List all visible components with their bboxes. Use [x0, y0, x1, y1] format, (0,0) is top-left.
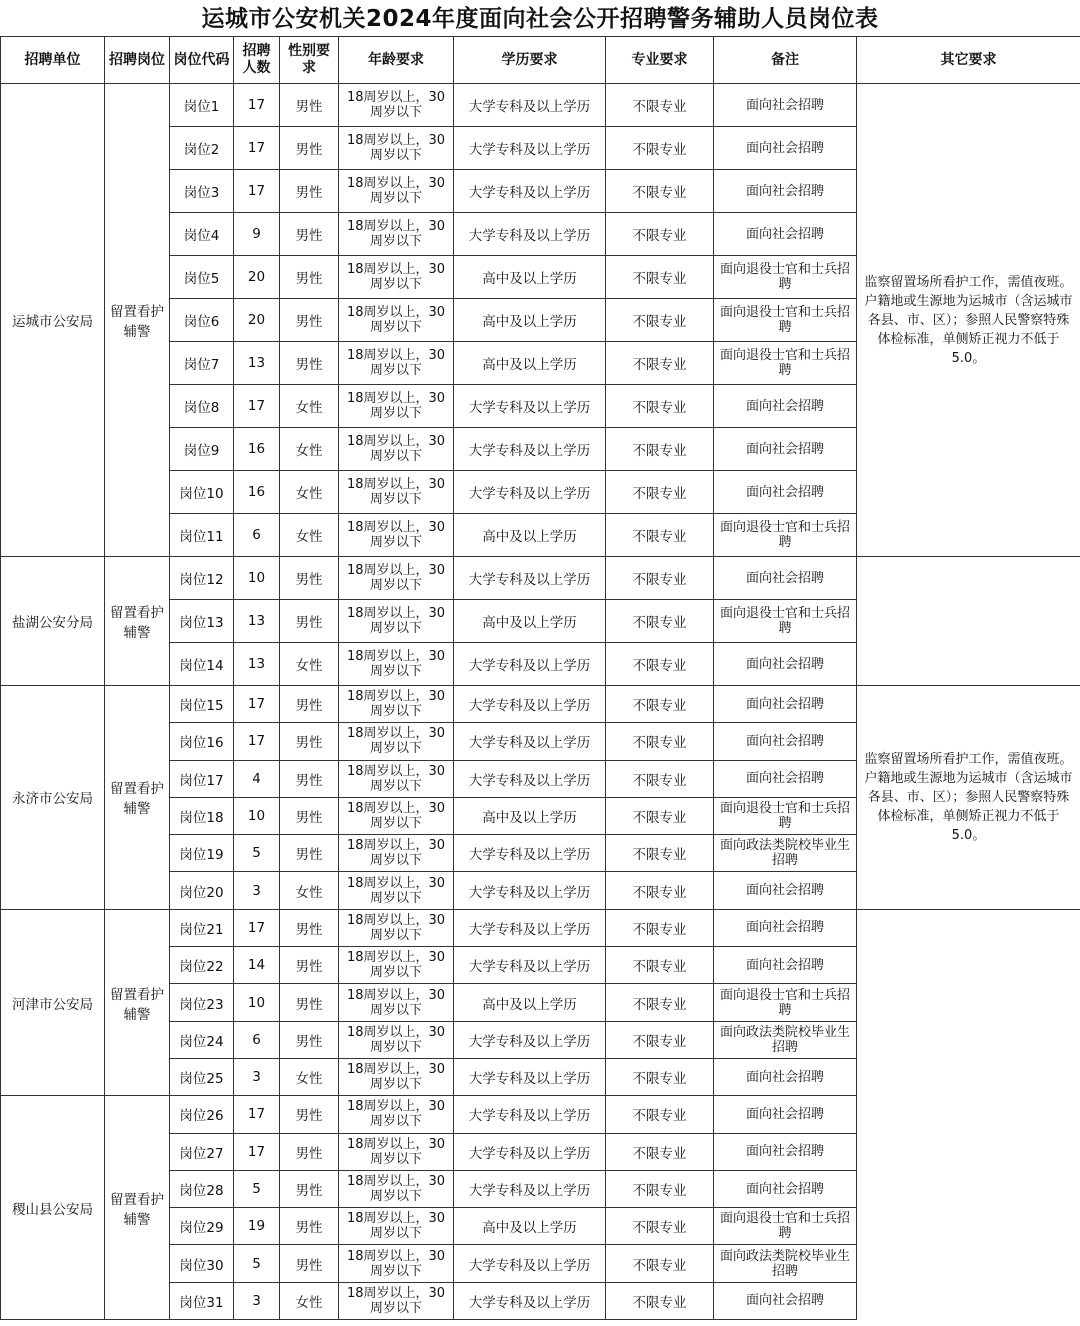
- major-cell: 不限专业: [606, 1208, 714, 1245]
- group-yuncheng: [1, 84, 1080, 557]
- code-cell: 岗位4: [170, 213, 234, 256]
- edu-cell: 高中及以上学历: [454, 1208, 606, 1245]
- header-other: 其它要求: [857, 37, 1080, 84]
- edu-cell: 大学专科及以上学历: [454, 557, 606, 600]
- gender-cell: 男性: [280, 947, 339, 984]
- major-cell: 不限专业: [606, 1096, 714, 1133]
- remark-cell: 面向政法类院校毕业生招聘: [714, 1245, 857, 1282]
- major-cell: 不限专业: [606, 1282, 714, 1319]
- gender-cell: 男性: [280, 1096, 339, 1133]
- remark-cell: 面向社会招聘: [714, 1096, 857, 1133]
- age-cell: 18周岁以上，30周岁以下: [339, 514, 454, 557]
- edu-cell: 大学专科及以上学历: [454, 1170, 606, 1207]
- table-row: [1, 557, 1080, 600]
- edu-cell: 高中及以上学历: [454, 342, 606, 385]
- remark-cell: 面向社会招聘: [714, 909, 857, 946]
- code-cell: 岗位24: [170, 1021, 234, 1058]
- code-cell: 岗位26: [170, 1096, 234, 1133]
- num-cell: 13: [234, 600, 280, 643]
- major-cell: 不限专业: [606, 947, 714, 984]
- remark-cell: 面向社会招聘: [714, 428, 857, 471]
- gender-cell: 男性: [280, 213, 339, 256]
- gender-cell: 男性: [280, 256, 339, 299]
- recruitment-table: [0, 36, 1080, 1320]
- header-remark: 备注: [714, 37, 857, 84]
- group-yongji: [1, 686, 1080, 910]
- major-cell: 不限专业: [606, 84, 714, 127]
- unit-cell: 永济市公安局: [1, 686, 105, 910]
- major-cell: 不限专业: [606, 514, 714, 557]
- age-cell: 18周岁以上，30周岁以下: [339, 170, 454, 213]
- gender-cell: 男性: [280, 299, 339, 342]
- age-cell: 18周岁以上，30周岁以下: [339, 1133, 454, 1170]
- num-cell: 10: [234, 797, 280, 834]
- age-cell: 18周岁以上，30周岁以下: [339, 1282, 454, 1319]
- remark-cell: 面向社会招聘: [714, 170, 857, 213]
- unit-cell: 运城市公安局: [1, 84, 105, 557]
- remark-cell: 面向退役士官和士兵招聘: [714, 299, 857, 342]
- gender-cell: 男性: [280, 1133, 339, 1170]
- header-num: 招聘人数: [234, 37, 280, 84]
- major-cell: 不限专业: [606, 428, 714, 471]
- num-cell: 6: [234, 1021, 280, 1058]
- post-cell: 留置看护辅警: [105, 686, 170, 910]
- age-cell: 18周岁以上，30周岁以下: [339, 342, 454, 385]
- num-cell: 17: [234, 127, 280, 170]
- gender-cell: 男性: [280, 1208, 339, 1245]
- num-cell: 13: [234, 643, 280, 686]
- num-cell: 17: [234, 686, 280, 723]
- edu-cell: 大学专科及以上学历: [454, 471, 606, 514]
- code-cell: 岗位18: [170, 797, 234, 834]
- remark-cell: 面向社会招聘: [714, 213, 857, 256]
- num-cell: 20: [234, 299, 280, 342]
- num-cell: 16: [234, 428, 280, 471]
- page-title: 运城市公安机关2024年度面向社会公开招聘警务辅助人员岗位表: [201, 6, 879, 32]
- major-cell: 不限专业: [606, 1021, 714, 1058]
- major-cell: 不限专业: [606, 170, 714, 213]
- other-requirements-cell: 监察留置场所看护工作，需值夜班。户籍地或生源地为运城市（含运城市各县、市、区）；参照人民警察特殊体检标准，单侧矫正视力不低于5.0。: [857, 84, 1080, 557]
- gender-cell: 男性: [280, 600, 339, 643]
- edu-cell: 大学专科及以上学历: [454, 1058, 606, 1095]
- edu-cell: 高中及以上学历: [454, 600, 606, 643]
- edu-cell: 大学专科及以上学历: [454, 1282, 606, 1319]
- remark-cell: 面向社会招聘: [714, 127, 857, 170]
- age-cell: 18周岁以上，30周岁以下: [339, 1058, 454, 1095]
- gender-cell: 男性: [280, 84, 339, 127]
- header-major: 专业要求: [606, 37, 714, 84]
- code-cell: 岗位3: [170, 170, 234, 213]
- age-cell: 18周岁以上，30周岁以下: [339, 600, 454, 643]
- code-cell: 岗位28: [170, 1170, 234, 1207]
- age-cell: 18周岁以上，30周岁以下: [339, 835, 454, 872]
- age-cell: 18周岁以上，30周岁以下: [339, 1208, 454, 1245]
- code-cell: 岗位17: [170, 760, 234, 797]
- major-cell: 不限专业: [606, 835, 714, 872]
- code-cell: 岗位10: [170, 471, 234, 514]
- num-cell: 6: [234, 514, 280, 557]
- gender-cell: 男性: [280, 797, 339, 834]
- code-cell: 岗位6: [170, 299, 234, 342]
- code-cell: 岗位19: [170, 835, 234, 872]
- code-cell: 岗位8: [170, 385, 234, 428]
- edu-cell: 高中及以上学历: [454, 256, 606, 299]
- age-cell: 18周岁以上，30周岁以下: [339, 686, 454, 723]
- remark-cell: 面向社会招聘: [714, 947, 857, 984]
- num-cell: 13: [234, 342, 280, 385]
- header-code: 岗位代码: [170, 37, 234, 84]
- major-cell: 不限专业: [606, 760, 714, 797]
- gender-cell: 男性: [280, 342, 339, 385]
- major-cell: 不限专业: [606, 984, 714, 1021]
- post-cell: 留置看护辅警: [105, 557, 170, 686]
- age-cell: 18周岁以上，30周岁以下: [339, 797, 454, 834]
- major-cell: 不限专业: [606, 557, 714, 600]
- other-requirements-cell: 监察留置场所看护工作，需值夜班。户籍地或生源地为运城市（含运城市各县、市、区）；参照人民警察特殊体检标准，单侧矫正视力不低于5.0。: [857, 686, 1080, 910]
- post-cell: 留置看护辅警: [105, 909, 170, 1095]
- code-cell: 岗位12: [170, 557, 234, 600]
- edu-cell: 大学专科及以上学历: [454, 385, 606, 428]
- gender-cell: 男性: [280, 760, 339, 797]
- gender-cell: 男性: [280, 127, 339, 170]
- num-cell: 10: [234, 557, 280, 600]
- num-cell: 17: [234, 723, 280, 760]
- header-row: [1, 37, 1080, 84]
- major-cell: 不限专业: [606, 256, 714, 299]
- code-cell: 岗位2: [170, 127, 234, 170]
- age-cell: 18周岁以上，30周岁以下: [339, 557, 454, 600]
- num-cell: 3: [234, 872, 280, 909]
- remark-cell: 面向退役士官和士兵招聘: [714, 342, 857, 385]
- gender-cell: 男性: [280, 686, 339, 723]
- major-cell: 不限专业: [606, 1133, 714, 1170]
- remark-cell: 面向政法类院校毕业生招聘: [714, 835, 857, 872]
- edu-cell: 大学专科及以上学历: [454, 643, 606, 686]
- code-cell: 岗位27: [170, 1133, 234, 1170]
- code-cell: 岗位25: [170, 1058, 234, 1095]
- unit-cell: 稷山县公安局: [1, 1096, 105, 1320]
- num-cell: 5: [234, 1170, 280, 1207]
- age-cell: 18周岁以上，30周岁以下: [339, 256, 454, 299]
- post-cell: 留置看护辅警: [105, 84, 170, 557]
- remark-cell: 面向社会招聘: [714, 84, 857, 127]
- num-cell: 17: [234, 1096, 280, 1133]
- group-jishan: [1, 1096, 1080, 1320]
- edu-cell: 大学专科及以上学历: [454, 760, 606, 797]
- code-cell: 岗位11: [170, 514, 234, 557]
- age-cell: 18周岁以上，30周岁以下: [339, 760, 454, 797]
- table-row: [1, 909, 1080, 946]
- remark-cell: 面向退役士官和士兵招聘: [714, 600, 857, 643]
- major-cell: 不限专业: [606, 299, 714, 342]
- code-cell: 岗位22: [170, 947, 234, 984]
- code-cell: 岗位5: [170, 256, 234, 299]
- age-cell: 18周岁以上，30周岁以下: [339, 127, 454, 170]
- remark-cell: 面向社会招聘: [714, 872, 857, 909]
- num-cell: 17: [234, 1133, 280, 1170]
- age-cell: 18周岁以上，30周岁以下: [339, 1245, 454, 1282]
- num-cell: 17: [234, 909, 280, 946]
- remark-cell: 面向社会招聘: [714, 760, 857, 797]
- code-cell: 岗位13: [170, 600, 234, 643]
- gender-cell: 男性: [280, 835, 339, 872]
- edu-cell: 大学专科及以上学历: [454, 909, 606, 946]
- group-hejin: [1, 909, 1080, 1095]
- edu-cell: 大学专科及以上学历: [454, 835, 606, 872]
- age-cell: 18周岁以上，30周岁以下: [339, 723, 454, 760]
- num-cell: 3: [234, 1282, 280, 1319]
- remark-cell: 面向社会招聘: [714, 1133, 857, 1170]
- edu-cell: 大学专科及以上学历: [454, 872, 606, 909]
- code-cell: 岗位1: [170, 84, 234, 127]
- code-cell: 岗位30: [170, 1245, 234, 1282]
- header-age: 年龄要求: [339, 37, 454, 84]
- num-cell: 17: [234, 385, 280, 428]
- gender-cell: 女性: [280, 1058, 339, 1095]
- num-cell: 17: [234, 170, 280, 213]
- edu-cell: 大学专科及以上学历: [454, 686, 606, 723]
- age-cell: 18周岁以上，30周岁以下: [339, 1021, 454, 1058]
- code-cell: 岗位9: [170, 428, 234, 471]
- edu-cell: 高中及以上学历: [454, 514, 606, 557]
- edu-cell: 大学专科及以上学历: [454, 947, 606, 984]
- remark-cell: 面向退役士官和士兵招聘: [714, 256, 857, 299]
- code-cell: 岗位7: [170, 342, 234, 385]
- remark-cell: 面向社会招聘: [714, 723, 857, 760]
- edu-cell: 大学专科及以上学历: [454, 84, 606, 127]
- edu-cell: 高中及以上学历: [454, 797, 606, 834]
- age-cell: 18周岁以上，30周岁以下: [339, 643, 454, 686]
- remark-cell: 面向退役士官和士兵招聘: [714, 514, 857, 557]
- header-post: 招聘岗位: [105, 37, 170, 84]
- major-cell: 不限专业: [606, 600, 714, 643]
- major-cell: 不限专业: [606, 1170, 714, 1207]
- remark-cell: 面向社会招聘: [714, 1170, 857, 1207]
- gender-cell: 女性: [280, 428, 339, 471]
- remark-cell: 面向退役士官和士兵招聘: [714, 797, 857, 834]
- edu-cell: 大学专科及以上学历: [454, 1133, 606, 1170]
- gender-cell: 男性: [280, 1245, 339, 1282]
- remark-cell: 面向退役士官和士兵招聘: [714, 984, 857, 1021]
- gender-cell: 男性: [280, 1170, 339, 1207]
- major-cell: 不限专业: [606, 909, 714, 946]
- edu-cell: 大学专科及以上学历: [454, 213, 606, 256]
- age-cell: 18周岁以上，30周岁以下: [339, 299, 454, 342]
- gender-cell: 男性: [280, 1021, 339, 1058]
- table-row: [1, 686, 1080, 723]
- edu-cell: 高中及以上学历: [454, 299, 606, 342]
- edu-cell: 大学专科及以上学历: [454, 1096, 606, 1133]
- remark-cell: 面向退役士官和士兵招聘: [714, 1208, 857, 1245]
- gender-cell: 男性: [280, 557, 339, 600]
- header-unit: 招聘单位: [1, 37, 105, 84]
- remark-cell: 面向社会招聘: [714, 1058, 857, 1095]
- remark-cell: 面向社会招聘: [714, 385, 857, 428]
- major-cell: 不限专业: [606, 797, 714, 834]
- gender-cell: 男性: [280, 909, 339, 946]
- num-cell: 14: [234, 947, 280, 984]
- header-gender: 性别要求: [280, 37, 339, 84]
- num-cell: 10: [234, 984, 280, 1021]
- gender-cell: 女性: [280, 872, 339, 909]
- gender-cell: 女性: [280, 1282, 339, 1319]
- gender-cell: 男性: [280, 984, 339, 1021]
- code-cell: 岗位29: [170, 1208, 234, 1245]
- major-cell: 不限专业: [606, 723, 714, 760]
- major-cell: 不限专业: [606, 213, 714, 256]
- gender-cell: 女性: [280, 643, 339, 686]
- age-cell: 18周岁以上，30周岁以下: [339, 213, 454, 256]
- header-edu: 学历要求: [454, 37, 606, 84]
- age-cell: 18周岁以上，30周岁以下: [339, 872, 454, 909]
- major-cell: 不限专业: [606, 643, 714, 686]
- table-row: [1, 1096, 1080, 1133]
- age-cell: 18周岁以上，30周岁以下: [339, 984, 454, 1021]
- gender-cell: 女性: [280, 471, 339, 514]
- gender-cell: 男性: [280, 723, 339, 760]
- edu-cell: 大学专科及以上学历: [454, 1245, 606, 1282]
- gender-cell: 女性: [280, 385, 339, 428]
- num-cell: 19: [234, 1208, 280, 1245]
- major-cell: 不限专业: [606, 342, 714, 385]
- unit-cell: 河津市公安局: [1, 909, 105, 1095]
- remark-cell: 面向社会招聘: [714, 686, 857, 723]
- remark-cell: 面向政法类院校毕业生招聘: [714, 1021, 857, 1058]
- code-cell: 岗位23: [170, 984, 234, 1021]
- num-cell: 5: [234, 835, 280, 872]
- post-cell: 留置看护辅警: [105, 1096, 170, 1320]
- code-cell: 岗位21: [170, 909, 234, 946]
- age-cell: 18周岁以上，30周岁以下: [339, 84, 454, 127]
- code-cell: 岗位14: [170, 643, 234, 686]
- num-cell: 17: [234, 84, 280, 127]
- edu-cell: 大学专科及以上学历: [454, 1021, 606, 1058]
- edu-cell: 大学专科及以上学历: [454, 170, 606, 213]
- remark-cell: 面向社会招聘: [714, 1282, 857, 1319]
- table-row: [1, 84, 1080, 127]
- code-cell: 岗位16: [170, 723, 234, 760]
- num-cell: 3: [234, 1058, 280, 1095]
- age-cell: 18周岁以上，30周岁以下: [339, 909, 454, 946]
- age-cell: 18周岁以上，30周岁以下: [339, 1170, 454, 1207]
- unit-cell: 盐湖公安分局: [1, 557, 105, 686]
- num-cell: 4: [234, 760, 280, 797]
- num-cell: 20: [234, 256, 280, 299]
- code-cell: 岗位31: [170, 1282, 234, 1319]
- edu-cell: 大学专科及以上学历: [454, 723, 606, 760]
- major-cell: 不限专业: [606, 385, 714, 428]
- major-cell: 不限专业: [606, 686, 714, 723]
- age-cell: 18周岁以上，30周岁以下: [339, 1096, 454, 1133]
- num-cell: 5: [234, 1245, 280, 1282]
- age-cell: 18周岁以上，30周岁以下: [339, 428, 454, 471]
- major-cell: 不限专业: [606, 127, 714, 170]
- edu-cell: 大学专科及以上学历: [454, 428, 606, 471]
- major-cell: 不限专业: [606, 471, 714, 514]
- age-cell: 18周岁以上，30周岁以下: [339, 385, 454, 428]
- edu-cell: 大学专科及以上学历: [454, 127, 606, 170]
- gender-cell: 男性: [280, 170, 339, 213]
- group-yanhu: [1, 557, 1080, 686]
- major-cell: 不限专业: [606, 872, 714, 909]
- major-cell: 不限专业: [606, 1058, 714, 1095]
- age-cell: 18周岁以上，30周岁以下: [339, 947, 454, 984]
- code-cell: 岗位20: [170, 872, 234, 909]
- num-cell: 16: [234, 471, 280, 514]
- remark-cell: 面向社会招聘: [714, 643, 857, 686]
- remark-cell: 面向社会招聘: [714, 557, 857, 600]
- code-cell: 岗位15: [170, 686, 234, 723]
- major-cell: 不限专业: [606, 1245, 714, 1282]
- gender-cell: 女性: [280, 514, 339, 557]
- edu-cell: 高中及以上学历: [454, 984, 606, 1021]
- age-cell: 18周岁以上，30周岁以下: [339, 471, 454, 514]
- num-cell: 9: [234, 213, 280, 256]
- remark-cell: 面向社会招聘: [714, 471, 857, 514]
